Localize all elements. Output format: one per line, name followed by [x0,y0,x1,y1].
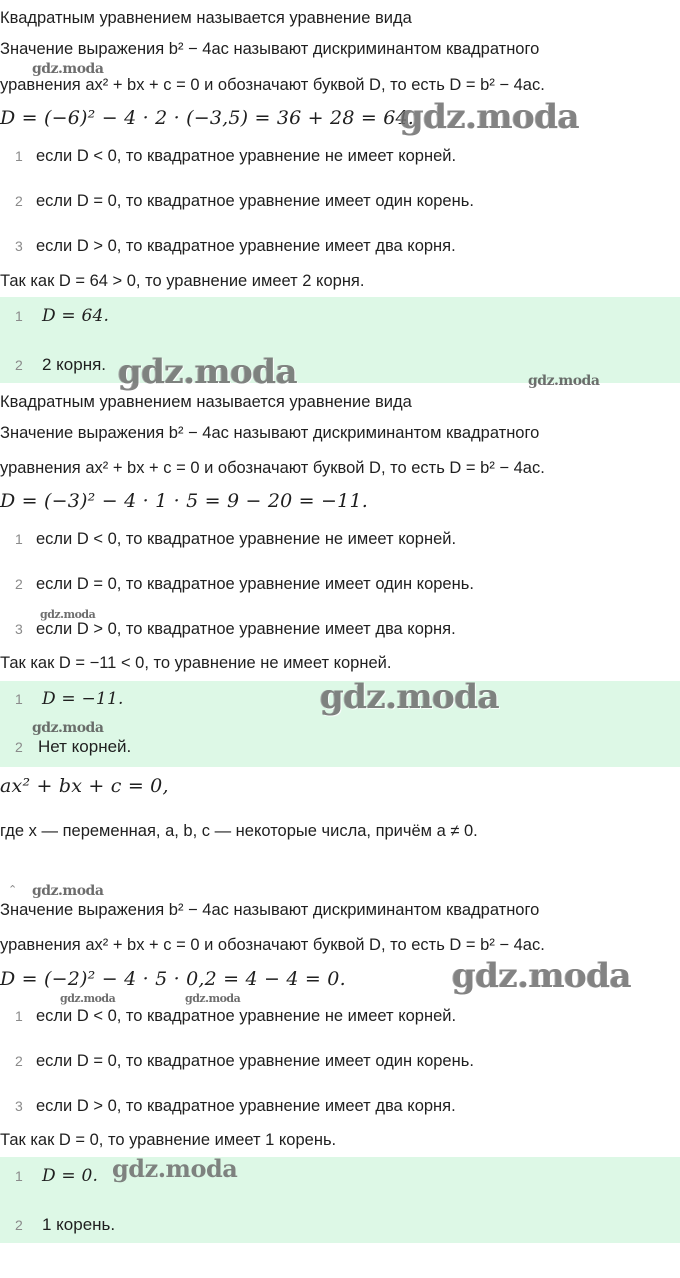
list-number: 3 [15,1098,23,1114]
answer-text: 1 корень. [42,1215,116,1234]
list-text: если D > 0, то квадратное уравнение имеет два корня. [36,620,456,638]
discriminant-definition-cont: уравнения ax² + bx + c = 0 и обозначают буквой D, то есть D = b² − 4ac. [0,76,545,94]
list-text: если D > 0, то квадратное уравнение имеет два корня. [36,237,456,255]
list-item [0,528,680,550]
watermark: gdz.moda [32,883,104,899]
watermark: gdz.moda [112,1154,238,1183]
list-item [0,235,680,257]
answer-number: 2 [15,1217,23,1233]
conclusion-text: Так как D = 64 > 0, то уравнение имеет 2 корня. [0,272,365,290]
intro-text: Квадратным уравнением называется уравнение вида [0,9,412,27]
answer-text: 2 корня. [42,355,107,374]
answer-number: 2 [15,739,23,755]
answer-number: 2 [15,357,23,373]
list-text: если D < 0, то квадратное уравнение не имеет корней. [36,147,457,165]
discriminant-definition-cont: уравнения ax² + bx + c = 0 и обозначают буквой D, то есть D = b² − 4ac. [0,459,545,477]
watermark: gdz.moda [452,956,632,996]
answer-item [0,736,680,758]
discriminant-definition: Значение выражения b² − 4ac называют дискриминантом квадратного [0,901,540,919]
list-text: если D < 0, то квадратное уравнение не имеет корней. [36,1007,457,1025]
answer-text: D = 0. [42,1166,99,1186]
list-item [0,190,680,212]
answer-text: Нет корней. [38,737,132,756]
watermark: gdz.moda [528,373,600,389]
list-item [0,1005,680,1027]
list-text: если D = 0, то квадратное уравнение имеет один корень. [36,1052,474,1070]
intro-text: Квадратным уравнением называется уравнение вида [0,393,412,411]
list-number: 2 [15,193,23,209]
list-item [0,573,680,595]
list-text: если D = 0, то квадратное уравнение имеет один корень. [36,575,474,593]
watermark: gdz.moda [118,352,298,392]
list-number: 1 [15,531,23,547]
list-number: 2 [15,576,23,592]
list-number: 3 [15,238,23,254]
answer-item [0,305,680,327]
discriminant-calculation: D = (−2)² − 4 · 5 · 0,2 = 4 − 4 = 0. [0,968,346,990]
watermark: gdz.moda [40,608,96,621]
watermark: gdz.moda [185,992,241,1005]
list-item [0,1050,680,1072]
list-text: если D > 0, то квадратное уравнение имеет два корня. [36,1097,456,1115]
watermark: gdz.moda [32,720,104,736]
discriminant-calculation: D = (−3)² − 4 · 1 · 5 = 9 − 20 = −11. [0,490,368,512]
answer-text: D = −11. [42,689,124,709]
discriminant-definition-cont: уравнения ax² + bx + c = 0 и обозначают буквой D, то есть D = b² − 4ac. [0,936,545,954]
answer-box [0,297,680,383]
list-text: если D < 0, то квадратное уравнение не имеет корней. [36,530,457,548]
quadratic-formula: ax² + bx + c = 0, [0,775,169,797]
definition-where: где x — переменная, a, b, c — некоторые числа, причём a ≠ 0. [0,822,478,840]
watermark: gdz.moda [400,97,580,137]
watermark: gdz.moda [60,992,116,1005]
answer-item [0,1214,680,1236]
answer-box [0,1157,680,1243]
list-item [0,145,680,167]
answer-number: 1 [15,1168,23,1184]
answer-number: 1 [15,691,23,707]
conclusion-text: Так как D = 0, то уравнение имеет 1 корень. [0,1131,337,1149]
chevron-up-icon[interactable]: ⌃ [8,884,18,896]
watermark: gdz.moda [32,61,104,77]
watermark: gdz.moda [320,677,500,717]
list-number: 2 [15,1053,23,1069]
list-number: 1 [15,1008,23,1024]
discriminant-definition: Значение выражения b² − 4ac называют дискриминантом квадратного [0,40,540,58]
answer-item [0,1165,680,1187]
list-item [0,618,680,640]
list-number: 3 [15,621,23,637]
answer-number: 1 [15,308,23,324]
discriminant-calculation: D = (−6)² − 4 · 2 · (−3,5) = 36 + 28 = 64. [0,107,415,129]
list-item [0,1095,680,1117]
answer-text: D = 64. [42,306,110,326]
discriminant-definition: Значение выражения b² − 4ac называют дискриминантом квадратного [0,424,540,442]
conclusion-text: Так как D = −11 < 0, то уравнение не имеет корней. [0,654,392,672]
list-number: 1 [15,148,23,164]
list-text: если D = 0, то квадратное уравнение имеет один корень. [36,192,474,210]
